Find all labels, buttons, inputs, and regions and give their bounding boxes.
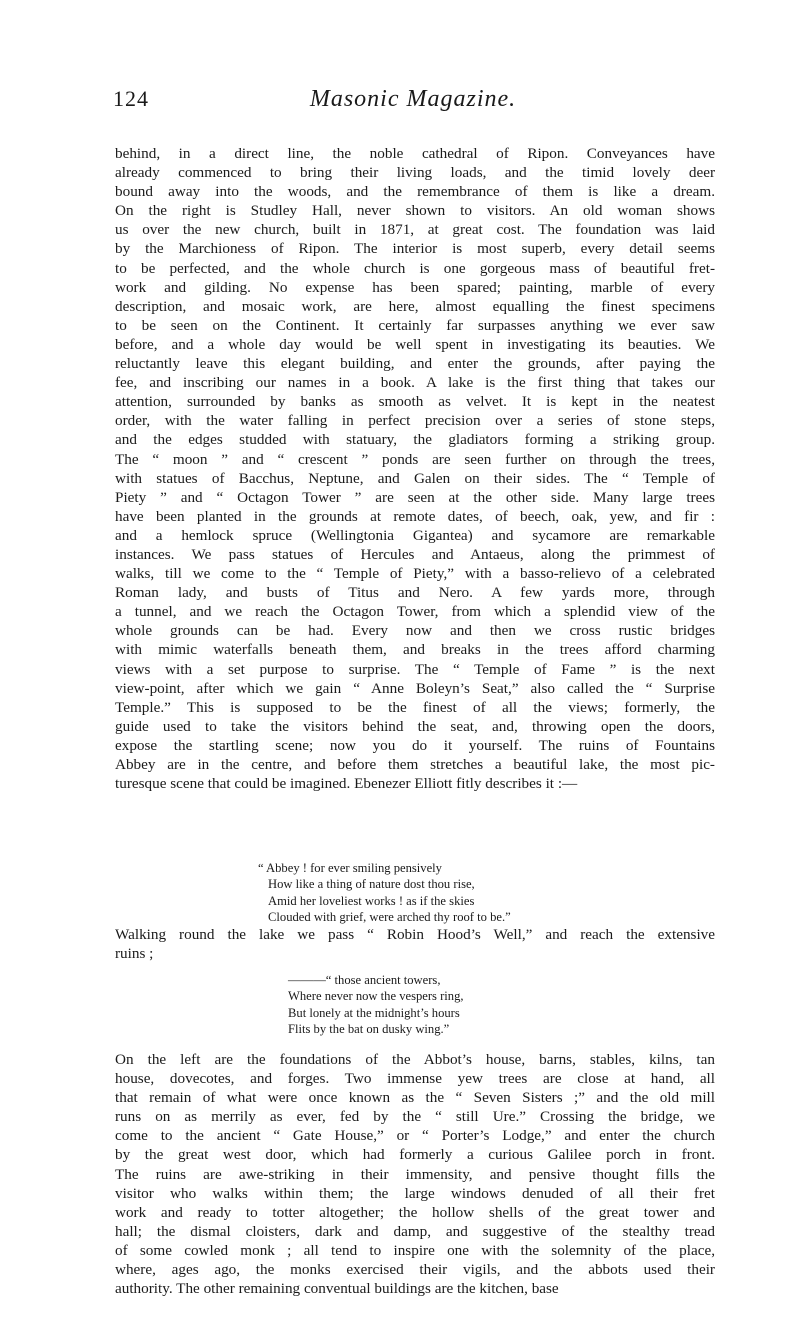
paragraph2-line: ruins ; (115, 945, 154, 963)
paragraph1-line: reluctantly leave this elegant building, and enter the grounds, after paying the (115, 355, 715, 373)
verse1-line: “ Abbey ! for ever smiling pensively (258, 861, 442, 875)
paragraph3-line: work and ready to totter altogether; the hollow shells of the great tower and (115, 1203, 715, 1221)
paragraph1-line: already commenced to bring their living loads, and the timid lovely deer (115, 164, 715, 182)
paragraph1-line: with mimic waterfalls beneath them, and breaks in the trees afford charming (115, 641, 715, 659)
paragraph3-line: where, ages ago, the monks exercised their vigils, and the abbots used their (115, 1261, 715, 1279)
paragraph1-line: Temple.” This is supposed to be the finest of all the views; formerly, the (115, 698, 715, 716)
page-number: 124 (113, 86, 149, 111)
paragraph1-line: views with a set purpose to surprise. The “ Temple of Fame ” is the next (115, 660, 715, 678)
paragraph3-line: On the left are the foundations of the Abbot’s house, barns, stables, kilns, tan (115, 1051, 715, 1068)
verse1-line: How like a thing of nature dost thou rise, (268, 877, 475, 892)
paragraph1-line: Piety ” and “ Octagon Tower ” are seen at the other side. Many large trees (115, 488, 715, 506)
paragraph1-line: work and gilding. No expense has been spared; painting, marble of every (115, 278, 715, 296)
paragraph1-line: us over the new church, built in 1871, at great cost. The foundation was laid (115, 221, 715, 239)
paragraph3-line: come to the ancient “ Gate House,” or “ Porter’s Lodge,” and enter the church (115, 1127, 715, 1145)
verse2-line: Flits by the bat on dusky wing.” (288, 1022, 450, 1037)
paragraph3-line: authority. The other remaining conventual buildings are the kitchen, base (115, 1280, 559, 1298)
paragraph1-line: and the edges studded with statuary, the gladiators forming a striking group. (115, 431, 715, 449)
paragraph1-line: turesque scene that could be imagined. Ebenezer Elliott fitly describes it :— (115, 775, 578, 793)
paragraph3-line: hall; the dismal cloisters, dark and damp, and suggestive of the stealthy tread (115, 1222, 715, 1240)
paragraph1-line: Roman lady, and busts of Titus and Nero. A few yards more, through (115, 584, 715, 602)
paragraph1-line: with statues of Bacchus, Neptune, and Galen on their sides. The “ Temple of (115, 469, 715, 487)
paragraph1-line: a tunnel, and we reach the Octagon Tower, from which a splendid view of the (115, 603, 715, 621)
paragraph3-line: of some cowled monk ; all tend to inspire one with the solemnity of the place, (115, 1241, 715, 1259)
verse2-line: ———“ those ancient towers, (288, 973, 441, 987)
paragraph1-line: attention, surrounded by banks as smooth as velvet. It is kept in the neatest (115, 393, 715, 411)
paragraph3-line: visitor who walks within them; the large windows denuded of all their fret (115, 1184, 715, 1202)
paragraph1-line: whole grounds can be had. Every now and then we cross rustic bridges (115, 622, 715, 640)
paragraph1-line: instances. We pass statues of Hercules and Antaeus, along the primmest of (115, 545, 715, 563)
paragraph1-line: Abbey are in the centre, and before them stretches a beautiful lake, the most pic- (115, 756, 715, 773)
verse-elliott (258, 860, 511, 926)
paragraph1-line: and a hemlock spruce (Wellingtonia Gigantea) and sycamore are remarkable (115, 526, 715, 544)
paragraph1-line: before, and a whole day would be well spent in investigating its beauties. We (115, 335, 715, 353)
verse1-line: Amid her loveliest works ! as if the skies (268, 893, 475, 908)
paragraph-robin-hoods-well (115, 925, 715, 963)
paragraph1-line: expose the startling scene; now you do it yourself. The ruins of Fountains (115, 736, 715, 754)
paragraph1-line: view-point, after which we gain “ Anne Boleyn’s Seat,” also called the “ Surprise (115, 679, 715, 697)
page-header (113, 86, 713, 116)
paragraph-abbey-grounds (115, 144, 715, 793)
verse-ancient-towers (288, 972, 464, 1038)
paragraph-abbey-ruins (115, 1050, 715, 1298)
paragraph1-line: bound away into the woods, and the remembrance of them is like a dream. (115, 183, 715, 201)
paragraph1-line: have been planted in the grounds at remote dates, of beech, oak, yew, and fir : (115, 507, 715, 525)
paragraph1-line: behind, in a direct line, the noble cathedral of Ripon. Conveyances have (115, 145, 715, 162)
verse2-line: But lonely at the midnight’s hours (288, 1005, 460, 1020)
paragraph1-line: On the right is Studley Hall, never shown to visitors. An old woman shows (115, 202, 715, 220)
paragraph1-line: walks, till we come to the “ Temple of Piety,” with a basso-relievo of a celebrated (115, 565, 715, 583)
paragraph3-line: The ruins are awe-striking in their immensity, and pensive thought fills the (115, 1165, 715, 1183)
paragraph3-line: runs on as merrily as ever, fed by the “ still Ure.” Crossing the bridge, we (115, 1108, 715, 1126)
running-head: Masonic Magazine. (309, 86, 517, 112)
paragraph3-line: house, dovecotes, and forges. Two immense yew trees are close at hand, all (115, 1070, 715, 1088)
paragraph3-line: that remain of what were once known as the “ Seven Sisters ;” and the old mill (115, 1089, 715, 1107)
paragraph1-line: to be seen on the Continent. It certainly far surpasses anything we ever saw (115, 316, 715, 334)
paragraph3-line: by the great west door, which had formerly a curious Galilee porch in front. (115, 1146, 715, 1164)
verse2-line: Where never now the vespers ring, (288, 989, 464, 1004)
paragraph1-line: by the Marchioness of Ripon. The interior is most superb, every detail seems (115, 240, 715, 258)
verse1-line: Clouded with grief, were arched thy roof to be.” (268, 910, 511, 925)
paragraph2-line: Walking round the lake we pass “ Robin Hood’s Well,” and reach the extensive (115, 926, 715, 943)
paragraph1-line: guide used to take the visitors behind the seat, and, throwing open the doors, (115, 717, 715, 735)
paragraph1-line: description, and mosaic work, are here, almost equalling the finest specimens (115, 297, 715, 315)
paragraph1-line: to be perfected, and the whole church is one gorgeous mass of beautiful fret- (115, 259, 715, 277)
paragraph1-line: order, with the water falling in perfect precision over a series of stone steps, (115, 412, 715, 430)
paragraph1-line: fee, and inscribing our names in a book. A lake is the first thing that takes our (115, 374, 715, 392)
paragraph1-line: The “ moon ” and “ crescent ” ponds are seen further on through the trees, (115, 450, 715, 468)
